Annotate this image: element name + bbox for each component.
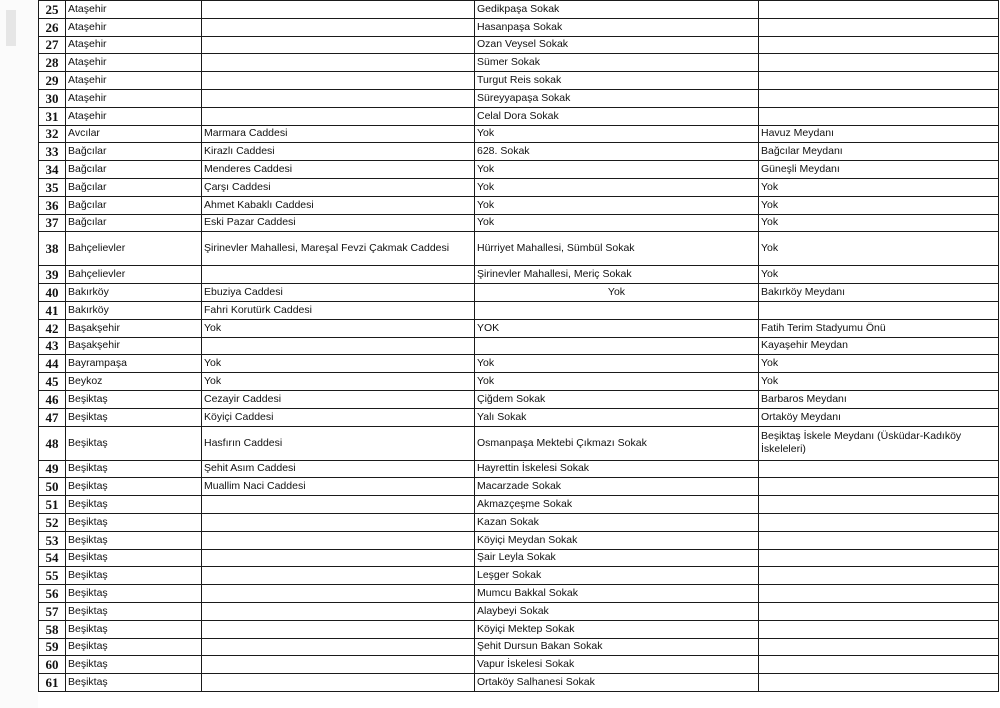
row-number: 59 (39, 638, 66, 656)
district-cell: Ataşehir (66, 72, 202, 90)
avenue-cell: Yok (202, 355, 475, 373)
table-row (39, 284, 999, 302)
table-row (39, 266, 999, 284)
table-row (39, 355, 999, 373)
avenue-cell: Yok (202, 373, 475, 391)
avenue-cell: Yok (202, 319, 475, 337)
district-cell: Bağcılar (66, 196, 202, 214)
row-number: 51 (39, 496, 66, 514)
square-cell: Bakırköy Meydanı (759, 284, 999, 302)
district-cell: Bayrampaşa (66, 355, 202, 373)
street-cell: Şirinevler Mahallesi, Meriç Sokak (475, 266, 759, 284)
table-row (39, 107, 999, 125)
square-cell (759, 36, 999, 54)
street-cell: Osmanpaşa Mektebi Çıkmazı Sokak (475, 426, 759, 460)
avenue-cell: Köyiçi Caddesi (202, 408, 475, 426)
row-number: 53 (39, 531, 66, 549)
street-cell (475, 301, 759, 319)
row-number: 40 (39, 284, 66, 302)
avenue-cell (202, 585, 475, 603)
street-cell: Ortaköy Salhanesi Sokak (475, 674, 759, 692)
avenue-cell: Hasfırın Caddesi (202, 426, 475, 460)
street-cell: Leşger Sokak (475, 567, 759, 585)
square-cell (759, 638, 999, 656)
street-cell: Yok (475, 196, 759, 214)
table-row (39, 214, 999, 232)
district-cell: Beykoz (66, 373, 202, 391)
district-cell: Ataşehir (66, 1, 202, 19)
street-cell: Alaybeyi Sokak (475, 602, 759, 620)
table-row (39, 408, 999, 426)
row-number: 43 (39, 337, 66, 355)
row-number: 61 (39, 674, 66, 692)
avenue-cell: Şirinevler Mahallesi, Mareşal Fevzi Çakmak Caddesi (202, 232, 475, 266)
district-cell: Avcılar (66, 125, 202, 143)
street-cell: Vapur İskelesi Sokak (475, 656, 759, 674)
square-cell (759, 656, 999, 674)
table-row (39, 656, 999, 674)
district-cell: Beşiktaş (66, 478, 202, 496)
avenue-cell: Menderes Caddesi (202, 161, 475, 179)
district-cell: Beşiktaş (66, 496, 202, 514)
row-number: 39 (39, 266, 66, 284)
square-cell (759, 54, 999, 72)
district-cell: Bağcılar (66, 161, 202, 179)
square-cell: Bağcılar Meydanı (759, 143, 999, 161)
table-body (39, 1, 999, 692)
square-cell: Yok (759, 232, 999, 266)
square-cell (759, 531, 999, 549)
avenue-cell: Marmara Caddesi (202, 125, 475, 143)
street-cell: Yok (475, 161, 759, 179)
row-number: 41 (39, 301, 66, 319)
district-cell: Ataşehir (66, 36, 202, 54)
avenue-cell (202, 496, 475, 514)
row-number: 49 (39, 460, 66, 478)
avenue-cell (202, 513, 475, 531)
street-cell: Hürriyet Mahallesi, Sümbül Sokak (475, 232, 759, 266)
street-cell: Macarzade Sokak (475, 478, 759, 496)
square-cell: Yok (759, 214, 999, 232)
district-cell: Bağcılar (66, 178, 202, 196)
avenue-cell: Eski Pazar Caddesi (202, 214, 475, 232)
row-number: 55 (39, 567, 66, 585)
avenue-cell (202, 656, 475, 674)
district-cell: Ataşehir (66, 54, 202, 72)
table-row (39, 301, 999, 319)
street-cell: Sümer Sokak (475, 54, 759, 72)
square-cell (759, 478, 999, 496)
row-number: 37 (39, 214, 66, 232)
street-cell: YOK (475, 319, 759, 337)
district-cell: Başakşehir (66, 319, 202, 337)
street-cell: Turgut Reis sokak (475, 72, 759, 90)
table-row (39, 585, 999, 603)
district-cell: Beşiktaş (66, 408, 202, 426)
table-row (39, 496, 999, 514)
district-cell: Ataşehir (66, 89, 202, 107)
street-cell: Ozan Veysel Sokak (475, 36, 759, 54)
street-cell: Şehit Dursun Bakan Sokak (475, 638, 759, 656)
avenue-cell: Ebuziya Caddesi (202, 284, 475, 302)
avenue-cell (202, 72, 475, 90)
square-cell (759, 18, 999, 36)
district-cell: Bağcılar (66, 143, 202, 161)
table-row (39, 674, 999, 692)
square-cell (759, 460, 999, 478)
street-cell: Köyiçi Meydan Sokak (475, 531, 759, 549)
district-cell: Bakırköy (66, 301, 202, 319)
street-cell: Celal Dora Sokak (475, 107, 759, 125)
avenue-cell: Kirazlı Caddesi (202, 143, 475, 161)
square-cell: Ortaköy Meydanı (759, 408, 999, 426)
page-left-margin (0, 0, 38, 708)
street-cell: Şair Leyla Sokak (475, 549, 759, 567)
row-number: 42 (39, 319, 66, 337)
district-cell: Beşiktaş (66, 620, 202, 638)
table-row (39, 337, 999, 355)
avenue-cell (202, 1, 475, 19)
street-cell: Yok (475, 355, 759, 373)
table-row (39, 125, 999, 143)
row-number: 52 (39, 513, 66, 531)
avenue-cell (202, 674, 475, 692)
avenue-cell: Ahmet Kabaklı Caddesi (202, 196, 475, 214)
row-number: 33 (39, 143, 66, 161)
avenue-cell: Fahri Korutürk Caddesi (202, 301, 475, 319)
avenue-cell (202, 531, 475, 549)
avenue-cell (202, 89, 475, 107)
square-cell (759, 301, 999, 319)
square-cell (759, 107, 999, 125)
document-page (38, 0, 998, 692)
street-cell: Yok (475, 214, 759, 232)
street-cell: 628. Sokak (475, 143, 759, 161)
table-row (39, 460, 999, 478)
table-row (39, 232, 999, 266)
avenue-cell (202, 567, 475, 585)
table-row (39, 196, 999, 214)
street-cell: Akmazçeşme Sokak (475, 496, 759, 514)
table-row (39, 18, 999, 36)
table-row (39, 426, 999, 460)
row-number: 58 (39, 620, 66, 638)
row-number: 44 (39, 355, 66, 373)
avenue-cell (202, 107, 475, 125)
square-cell (759, 1, 999, 19)
district-cell: Ataşehir (66, 18, 202, 36)
street-cell: Kazan Sokak (475, 513, 759, 531)
square-cell (759, 585, 999, 603)
street-cell: Hayrettin İskelesi Sokak (475, 460, 759, 478)
table-row (39, 638, 999, 656)
square-cell: Yok (759, 355, 999, 373)
district-cell: Başakşehir (66, 337, 202, 355)
table-row (39, 319, 999, 337)
table-row (39, 72, 999, 90)
avenue-cell (202, 36, 475, 54)
row-number: 27 (39, 36, 66, 54)
table-row (39, 531, 999, 549)
avenue-cell (202, 266, 475, 284)
table-row (39, 620, 999, 638)
square-cell (759, 72, 999, 90)
square-cell: Güneşli Meydanı (759, 161, 999, 179)
row-number: 47 (39, 408, 66, 426)
row-number: 46 (39, 390, 66, 408)
district-cell: Bahçelievler (66, 266, 202, 284)
square-cell: Barbaros Meydanı (759, 390, 999, 408)
district-cell: Beşiktaş (66, 531, 202, 549)
table-row (39, 1, 999, 19)
row-number: 50 (39, 478, 66, 496)
row-number: 56 (39, 585, 66, 603)
table-row (39, 373, 999, 391)
street-names-table (38, 0, 999, 692)
square-cell (759, 620, 999, 638)
street-cell: Yok (475, 178, 759, 196)
row-number: 38 (39, 232, 66, 266)
avenue-cell (202, 549, 475, 567)
street-cell: Yok (475, 284, 759, 302)
table-row (39, 54, 999, 72)
row-number: 35 (39, 178, 66, 196)
square-cell (759, 513, 999, 531)
square-cell (759, 602, 999, 620)
square-cell: Yok (759, 178, 999, 196)
row-number: 25 (39, 1, 66, 19)
avenue-cell: Muallim Naci Caddesi (202, 478, 475, 496)
district-cell: Beşiktaş (66, 460, 202, 478)
district-cell: Bağcılar (66, 214, 202, 232)
avenue-cell: Çarşı Caddesi (202, 178, 475, 196)
district-cell: Beşiktaş (66, 585, 202, 603)
square-cell: Beşiktaş İskele Meydanı (Üsküdar-Kadıköy İskeleleri) (759, 426, 999, 460)
district-cell: Bakırköy (66, 284, 202, 302)
district-cell: Bahçelievler (66, 232, 202, 266)
avenue-cell (202, 620, 475, 638)
square-cell: Havuz Meydanı (759, 125, 999, 143)
square-cell (759, 496, 999, 514)
row-number: 60 (39, 656, 66, 674)
street-cell: Hasanpaşa Sokak (475, 18, 759, 36)
table-row (39, 602, 999, 620)
table-row (39, 390, 999, 408)
scan-artifact (6, 10, 16, 46)
street-cell: Çiğdem Sokak (475, 390, 759, 408)
table-row (39, 161, 999, 179)
avenue-cell: Şehit Asım Caddesi (202, 460, 475, 478)
street-cell: Yok (475, 373, 759, 391)
street-cell: Süreyyapaşa Sokak (475, 89, 759, 107)
district-cell: Beşiktaş (66, 426, 202, 460)
row-number: 29 (39, 72, 66, 90)
district-cell: Beşiktaş (66, 674, 202, 692)
row-number: 36 (39, 196, 66, 214)
district-cell: Beşiktaş (66, 567, 202, 585)
avenue-cell (202, 638, 475, 656)
square-cell (759, 89, 999, 107)
street-cell: Mumcu Bakkal Sokak (475, 585, 759, 603)
row-number: 28 (39, 54, 66, 72)
table-row (39, 89, 999, 107)
table-row (39, 478, 999, 496)
square-cell: Yok (759, 373, 999, 391)
table-row (39, 143, 999, 161)
avenue-cell (202, 337, 475, 355)
square-cell: Yok (759, 266, 999, 284)
square-cell (759, 549, 999, 567)
table-row (39, 513, 999, 531)
square-cell: Kayaşehir Meydan (759, 337, 999, 355)
district-cell: Beşiktaş (66, 602, 202, 620)
district-cell: Beşiktaş (66, 513, 202, 531)
table-row (39, 567, 999, 585)
district-cell: Ataşehir (66, 107, 202, 125)
district-cell: Beşiktaş (66, 656, 202, 674)
avenue-cell (202, 602, 475, 620)
street-cell (475, 337, 759, 355)
street-cell: Gedikpaşa Sokak (475, 1, 759, 19)
square-cell: Yok (759, 196, 999, 214)
avenue-cell (202, 54, 475, 72)
district-cell: Beşiktaş (66, 549, 202, 567)
square-cell (759, 567, 999, 585)
avenue-cell: Cezayir Caddesi (202, 390, 475, 408)
street-cell: Yalı Sokak (475, 408, 759, 426)
district-cell: Beşiktaş (66, 390, 202, 408)
row-number: 57 (39, 602, 66, 620)
street-cell: Yok (475, 125, 759, 143)
row-number: 34 (39, 161, 66, 179)
row-number: 26 (39, 18, 66, 36)
street-cell: Köyiçi Mektep Sokak (475, 620, 759, 638)
row-number: 31 (39, 107, 66, 125)
table-row (39, 36, 999, 54)
row-number: 45 (39, 373, 66, 391)
row-number: 30 (39, 89, 66, 107)
row-number: 54 (39, 549, 66, 567)
square-cell (759, 674, 999, 692)
avenue-cell (202, 18, 475, 36)
table-row (39, 549, 999, 567)
row-number: 32 (39, 125, 66, 143)
square-cell: Fatih Terim Stadyumu Önü (759, 319, 999, 337)
table-row (39, 178, 999, 196)
row-number: 48 (39, 426, 66, 460)
district-cell: Beşiktaş (66, 638, 202, 656)
